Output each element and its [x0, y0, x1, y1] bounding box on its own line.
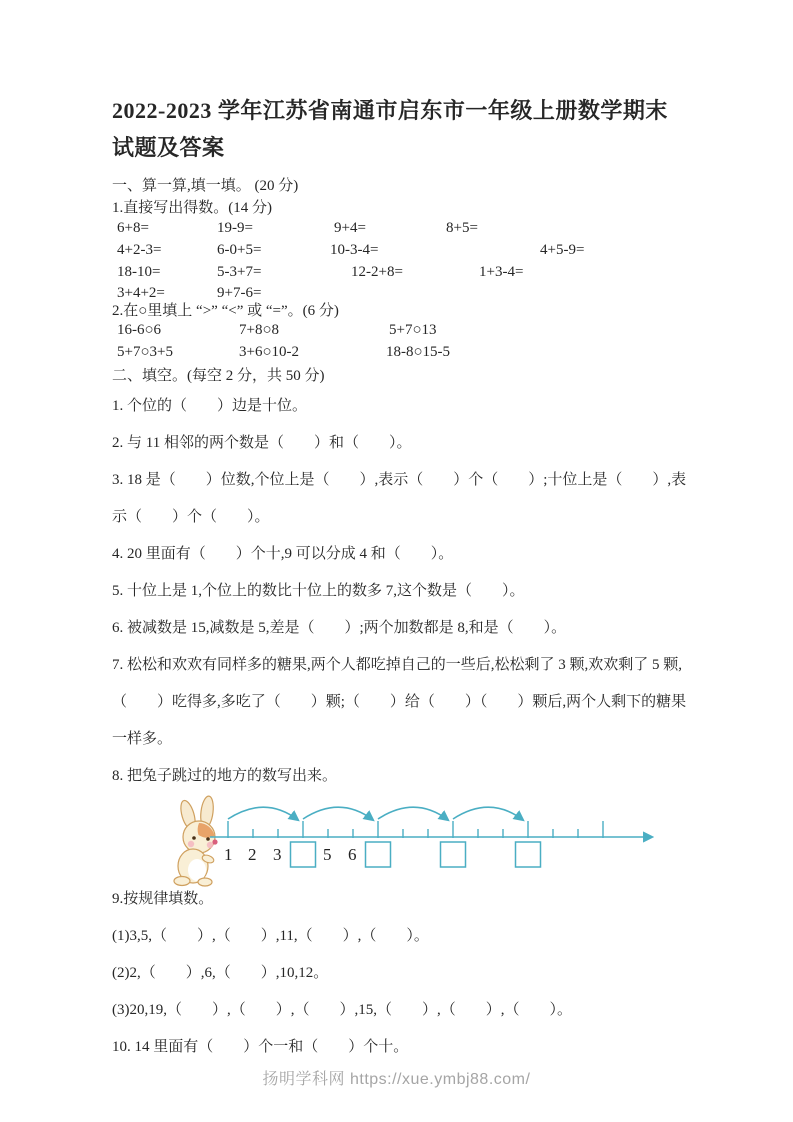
blank-box[interactable]: [291, 842, 316, 867]
calc-expression: 1+3-4=: [479, 264, 524, 280]
blank-box[interactable]: [366, 842, 391, 867]
jump-arc: [378, 807, 448, 820]
calc-row: [112, 220, 690, 242]
footer-watermark: 扬明学科网 https://xue.ymbj88.com/: [262, 1071, 531, 1088]
jump-arcs: [228, 807, 523, 820]
calc-expression: 5-3+7=: [217, 264, 262, 280]
number-label: 5: [323, 845, 332, 864]
fill-question-7: 7. 松松和欢欢有同样多的糖果,两个人都吃掉自己的一些后,松松剩了 3 颗,欢欢剩了 5 颗,（ ）吃得多,多吃了（ ）颗;（ ）给（ ）（ ）颗后,两个人剩下的糖果一样多。: [112, 657, 687, 747]
calc-expression: 12-2+8=: [351, 264, 403, 280]
fill-questions: [112, 388, 690, 795]
blank-box[interactable]: [441, 842, 466, 867]
fill-question-2: 2. 与 11 相邻的两个数是（ ）和（ ）。: [112, 435, 412, 451]
pattern-item-2: (2)2,（ ）,6,（ ）,10,12。: [112, 965, 329, 981]
calc-expression: 18-10=: [117, 264, 161, 280]
calc-expression: 9+4=: [334, 220, 366, 236]
question1-label: 1.直接写出得数。(14 分): [112, 200, 272, 216]
numberline-svg: [112, 793, 690, 889]
calc-row: [112, 285, 690, 301]
jump-arc: [453, 807, 523, 820]
calc-expression: 9+7-6=: [217, 285, 262, 301]
exam-content: [112, 92, 690, 1066]
compare-row: [112, 344, 690, 366]
fill-question-1: 1. 个位的（ ）边是十位。: [112, 398, 308, 414]
calc-expression: 6-0+5=: [217, 242, 262, 258]
calc-expression: 3+4+2=: [117, 285, 165, 301]
section1-heading: 一、算一算,填一填。 (20 分): [112, 178, 299, 194]
compare-expression: 5+7○13: [389, 322, 437, 338]
number-line-ticks: [228, 821, 603, 838]
fill-question-4: 4. 20 里面有（ ）个十,9 可以分成 4 和（ ）。: [112, 546, 454, 562]
rabbit-illustration: [174, 795, 218, 886]
fill-question-10: 10. 14 里面有（ ）个一和（ ）个十。: [112, 1039, 409, 1055]
compare-row: [112, 322, 690, 344]
calc-expression: 19-9=: [217, 220, 253, 236]
compare-expression: 16-6○6: [117, 322, 162, 338]
compare-expression: 18-8○15-5: [386, 344, 451, 360]
compare-expression: 3+6○10-2: [239, 344, 300, 360]
question9-label: 9.按规律填数。: [112, 891, 214, 907]
question2-label: 2.在○里填上 “>” “<” 或 “=”。(6 分): [112, 303, 339, 319]
number-label: 6: [348, 845, 357, 864]
fill-question-6: 6. 被减数是 15,减数是 5,差是（ ）;两个加数都是 8,和是（ ）。: [112, 620, 567, 636]
jump-arc: [303, 807, 373, 820]
blank-box[interactable]: [516, 842, 541, 867]
fill-question-5: 5. 十位上是 1,个位上的数比十位上的数多 7,这个数是（ ）。: [112, 583, 525, 599]
fill-question-3: 3. 18 是（ ）位数,个位上是（ ）,表示（ ）个（ ）;十位上是（ ）,表示（ ）个（ ）。: [112, 472, 687, 525]
calc-row: [112, 242, 690, 264]
page-title: 2022-2023 学年江苏省南通市启东市一年级上册数学期末试题及答案: [112, 98, 668, 160]
calc-expression: 6+8=: [117, 220, 149, 236]
compare-expression: 7+8○8: [239, 322, 280, 338]
number-label: 3: [273, 845, 282, 864]
calc-expression: 8+5=: [446, 220, 478, 236]
number-label: 2: [248, 845, 257, 864]
calc-expression: 4+5-9=: [540, 242, 585, 258]
calc-expression: 4+2-3=: [117, 242, 162, 258]
section2-heading: 二、填空。(每空 2 分，共 50 分): [112, 368, 325, 384]
jump-arc: [228, 807, 298, 820]
calc-row: [112, 264, 690, 285]
compare-expression: 5+7○3+5: [117, 344, 173, 360]
pattern-item-3: (3)20,19,（ ）,（ ）,（ ）,15,（ ）,（ ）,（ ）。: [112, 1002, 572, 1018]
numberline-figure: [112, 795, 690, 881]
number-label: 1: [224, 845, 233, 864]
fill-question-8: 8. 把兔子跳过的地方的数写出来。: [112, 768, 338, 784]
pattern-item-1: (1)3,5,（ ）,（ ）,11,（ ）,（ ）。: [112, 928, 429, 944]
calc-expression: 10-3-4=: [330, 242, 379, 258]
